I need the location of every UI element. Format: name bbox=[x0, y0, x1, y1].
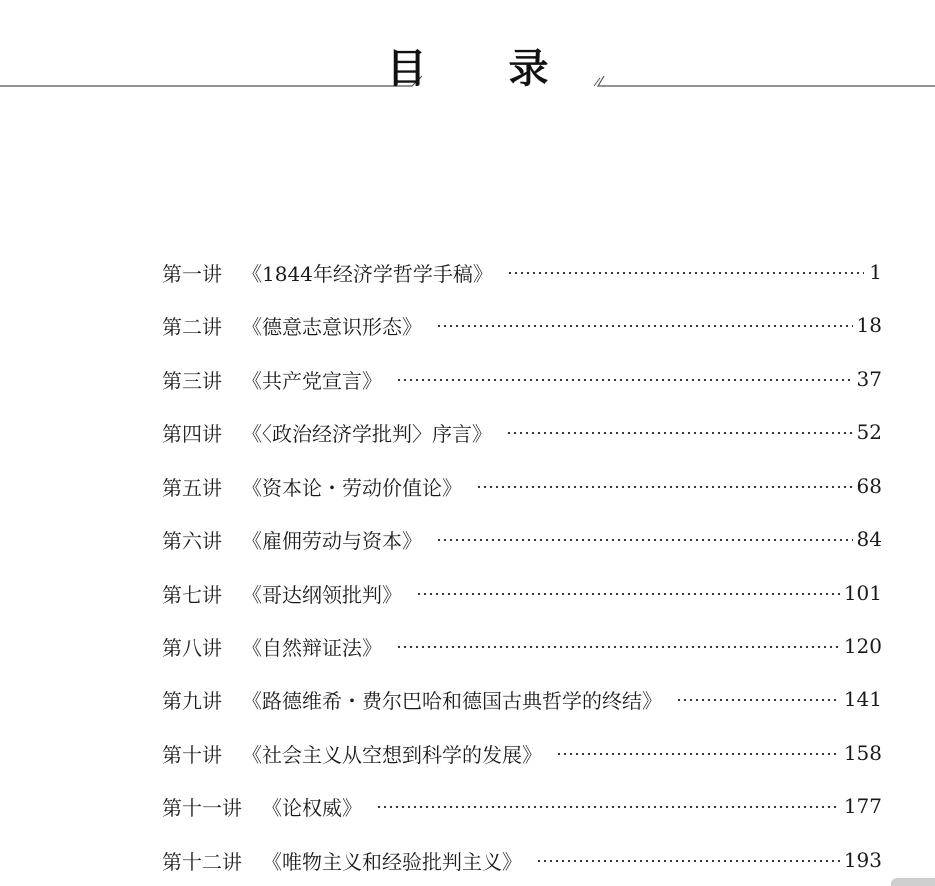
entry-title: 《1844年经济学哲学手稿》 bbox=[242, 261, 493, 286]
lecture-number: 第八讲 bbox=[162, 635, 222, 660]
dot-leader bbox=[507, 272, 864, 274]
page-number: 68 bbox=[856, 474, 882, 498]
lecture-number: 第一讲 bbox=[162, 261, 222, 286]
toc-entry[interactable] bbox=[162, 786, 882, 826]
dot-leader bbox=[416, 593, 840, 595]
page-title: 目 录 bbox=[386, 46, 583, 92]
toc-entry[interactable] bbox=[162, 412, 882, 452]
page-number: 1 bbox=[869, 260, 882, 284]
toc-entry[interactable] bbox=[162, 359, 882, 399]
entry-title: 《社会主义从空想到科学的发展》 bbox=[242, 742, 542, 767]
dot-leader bbox=[436, 325, 853, 327]
entry-title: 《哥达纲领批判》 bbox=[242, 582, 402, 607]
lecture-number: 第十二讲 bbox=[162, 849, 242, 874]
lecture-number: 第九讲 bbox=[162, 688, 222, 713]
entry-title: 《资本论・劳动价值论》 bbox=[242, 475, 462, 500]
toc-entry[interactable] bbox=[162, 679, 882, 719]
page-number: 177 bbox=[843, 794, 882, 818]
scrollbar-thumb[interactable] bbox=[891, 878, 935, 886]
toc-entry[interactable] bbox=[162, 573, 882, 613]
page-number: 193 bbox=[843, 848, 882, 872]
toc-entry[interactable] bbox=[162, 733, 882, 773]
dot-leader bbox=[676, 699, 840, 701]
page-number: 158 bbox=[843, 741, 882, 765]
dot-leader bbox=[506, 432, 853, 434]
lecture-number: 第五讲 bbox=[162, 475, 222, 500]
page-number: 18 bbox=[856, 313, 882, 337]
entry-title: 《唯物主义和经验批判主义》 bbox=[262, 849, 522, 874]
dot-leader bbox=[536, 860, 840, 862]
toc-entry[interactable] bbox=[162, 252, 882, 292]
page-number: 37 bbox=[856, 367, 882, 391]
lecture-number: 第七讲 bbox=[162, 582, 222, 607]
dot-leader bbox=[376, 806, 840, 808]
lecture-number: 第四讲 bbox=[162, 421, 222, 446]
entry-title: 《自然辩证法》 bbox=[242, 635, 382, 660]
dot-leader bbox=[556, 753, 840, 755]
lecture-number: 第三讲 bbox=[162, 368, 222, 393]
entry-title: 《路德维希・费尔巴哈和德国古典哲学的终结》 bbox=[242, 688, 662, 713]
lecture-number: 第十一讲 bbox=[162, 795, 242, 820]
toc-entry[interactable] bbox=[162, 519, 882, 559]
toc-entry[interactable] bbox=[162, 840, 882, 880]
toc-entry[interactable] bbox=[162, 305, 882, 345]
page-number: 101 bbox=[843, 581, 882, 605]
lecture-number: 第二讲 bbox=[162, 314, 222, 339]
entry-title: 《〈政治经济学批判〉序言》 bbox=[242, 421, 492, 446]
toc-entry[interactable] bbox=[162, 626, 882, 666]
page-number: 120 bbox=[843, 634, 882, 658]
entry-title: 《共产党宣言》 bbox=[242, 368, 382, 393]
page-number: 84 bbox=[856, 527, 882, 551]
entry-title: 《德意志意识形态》 bbox=[242, 314, 422, 339]
dot-leader bbox=[396, 646, 840, 648]
dot-leader bbox=[436, 539, 853, 541]
page-number: 141 bbox=[843, 687, 882, 711]
page-number: 52 bbox=[856, 420, 882, 444]
lecture-number: 第六讲 bbox=[162, 528, 222, 553]
lecture-number: 第十讲 bbox=[162, 742, 222, 767]
entry-title: 《论权威》 bbox=[262, 795, 362, 820]
dot-leader bbox=[476, 486, 853, 488]
entry-title: 《雇佣劳动与资本》 bbox=[242, 528, 422, 553]
dot-leader bbox=[396, 379, 853, 381]
toc-entry[interactable] bbox=[162, 466, 882, 506]
title-block bbox=[0, 0, 935, 120]
